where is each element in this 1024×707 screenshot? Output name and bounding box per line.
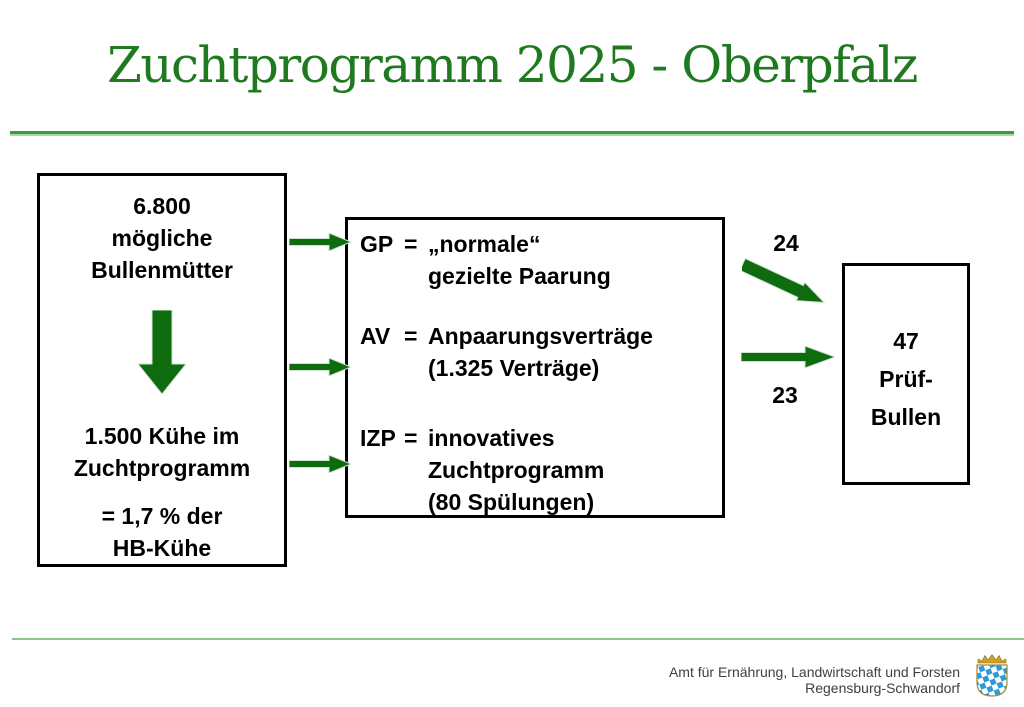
test-bulls-count: 47 (893, 328, 919, 354)
legend-gp-line1: „normale“ (428, 231, 541, 257)
footer-org-line1: Amt für Ernährung, Landwirtschaft und Forsten (668, 664, 960, 680)
test-bulls-box (842, 263, 970, 485)
legend-izp-line1: innovatives (428, 425, 555, 451)
legend-abbr-izp: IZP (360, 425, 396, 451)
legend-gp-line2: gezielte Paarung (428, 263, 611, 289)
bull-mothers-count: 6.800 (133, 193, 191, 219)
right-arrow-icon (289, 233, 351, 251)
cows-in-program-line2: Zuchtprogramm (73, 455, 251, 481)
test-bulls-line3: Bullen (870, 404, 942, 430)
legend-abbr-av: AV (360, 323, 391, 349)
bull-mothers-line3: Bullenmütter (91, 257, 233, 283)
right-arrow-icon (289, 455, 351, 473)
legend-row-izp (360, 422, 722, 518)
footer-organization (669, 664, 960, 696)
slide-title: Zuchtprogramm 2025 - Oberpfalz (107, 36, 917, 94)
title-divider-rule (10, 131, 1014, 136)
legend-row-av (360, 320, 722, 384)
arrow-count-23: 23 (772, 382, 798, 408)
arrow-count-24: 24 (773, 230, 799, 256)
legend-abbr-gp: GP (360, 231, 394, 257)
legend-izp-line2: Zuchtprogramm (428, 457, 605, 483)
equals-sign: = (404, 231, 418, 257)
legend-izp-line3: (80 Spülungen) (428, 489, 595, 515)
footer-divider-rule (12, 638, 1024, 640)
bull-mothers-box (37, 173, 287, 567)
footer-org-line2: Regensburg-Schwandorf (805, 680, 960, 696)
equals-sign: = (404, 323, 418, 349)
right-arrow-icon (289, 358, 351, 376)
percent-note-line2: HB-Kühe (112, 535, 212, 561)
right-arrow-icon (741, 346, 835, 368)
percent-note-line1: = 1,7 % der (101, 503, 223, 529)
legend-av-line2: (1.325 Verträge) (428, 355, 600, 381)
program-legend-box (345, 217, 725, 518)
legend-row-gp (360, 228, 722, 292)
bull-mothers-line2: mögliche (111, 225, 213, 251)
bavarian-coat-of-arms-icon (973, 652, 1011, 698)
diagonal-right-arrow-icon (742, 257, 838, 313)
down-arrow-icon (138, 310, 186, 394)
test-bulls-line2: Prüf- (879, 366, 933, 392)
equals-sign: = (404, 425, 418, 451)
cows-in-program-line1: 1.500 Kühe im (84, 423, 240, 449)
legend-av-line1: Anpaarungsverträge (428, 323, 653, 349)
